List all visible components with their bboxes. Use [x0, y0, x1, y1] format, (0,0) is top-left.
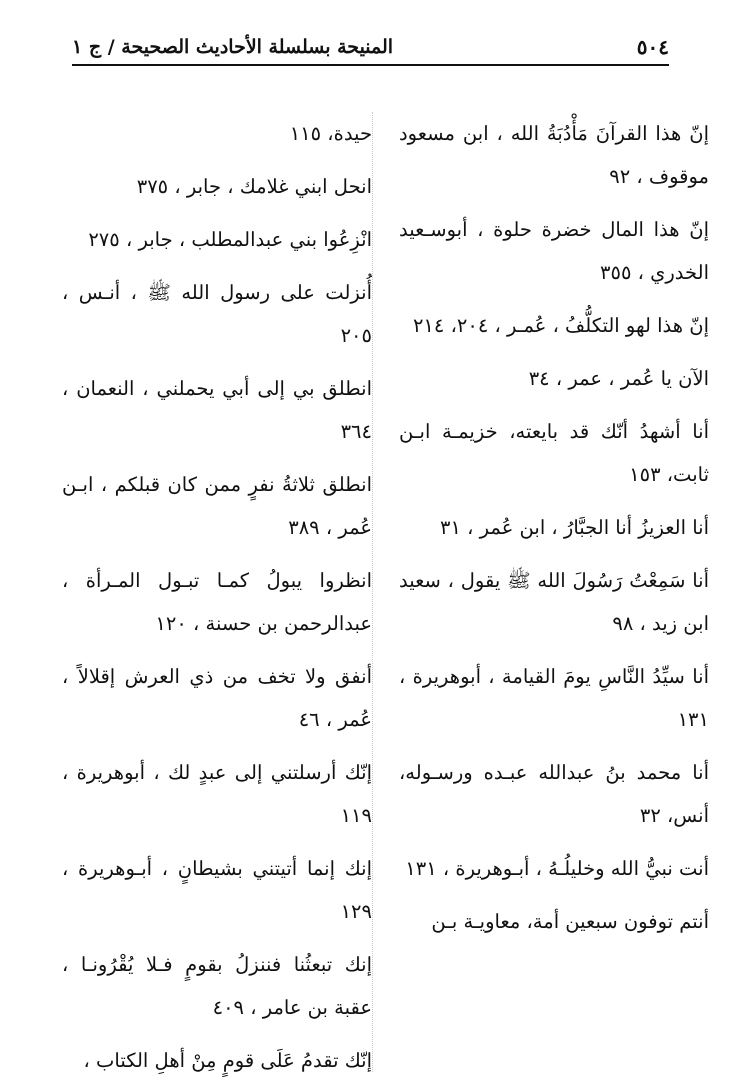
left-column: [62, 112, 372, 1092]
index-entry: أُنزلت على رسول الله ﷺ ، أنـس ، ٢٠٥: [62, 281, 372, 347]
index-entry: أنا أشهدُ أنّك قد بايعته، خزيمـة ابـن ثابت، ١٥٣: [399, 420, 709, 486]
index-entry: أنت نبيُّ الله وخليلُـهُ ، أبـوهريرة ، ١٣١: [405, 857, 709, 880]
index-entry: حيدة، ١١٥: [289, 122, 372, 145]
index-entry: إنّ هذا لهو التكلُّفُ ، عُمـر ، ٢٠٤، ٢١٤: [412, 314, 709, 337]
index-entry: انحل ابني غلامك ، جابر ، ٣٧٥: [136, 175, 372, 198]
index-entry: إنّ هذا المال خضرة حلوة ، أبوسـعيد الخدري ، ٣٥٥: [399, 218, 709, 284]
column-divider: [372, 112, 373, 1072]
index-entry: إنّ هذا القرآنَ مَأْدُبَةُ الله ، ابن مسعود موقوف ، ٩٢: [399, 122, 709, 188]
index-entry: انظروا يبولُ كمـا تبـول المـرأة ، عبدالرحمن بن حسنة ، ١٢٠: [62, 569, 372, 635]
index-entry: أنا سَمِعْتُ رَسُولَ الله ﷺ يقول ، سعيد ابن زيد ، ٩٨: [399, 569, 709, 635]
index-entry: انطلق بي إلى أبي يحملني ، النعمان ، ٣٦٤: [62, 377, 372, 443]
page-header: [72, 30, 669, 66]
index-entry: انْزِعُوا بني عبدالمطلب ، جابر ، ٢٧٥: [88, 228, 372, 251]
running-title: المنيحة بسلسلة الأحاديث الصحيحة / ج ١: [72, 36, 394, 58]
index-entry: إنك إنما أتيتني بشيطانٍ ، أبـوهريرة ، ١٢٩: [62, 857, 372, 923]
index-entry: إنك تبعثُنا فننزلُ بقومٍ فـلا يُقْرُونـا ، عقبة بن عامر ، ٤٠٩: [62, 953, 372, 1019]
index-entry: أنا محمد بنُ عبدالله عبـده ورسـوله، أنس، ٣٢: [399, 761, 709, 827]
index-entry: الآن يا عُمر ، عمر ، ٣٤: [528, 367, 709, 390]
index-entry: إنّك أرسلتني إلى عبدٍ لك ، أبوهريرة ، ١١٩: [62, 761, 372, 827]
index-entry: أنا سيِّدُ النَّاسِ يومَ القيامة ، أبوهريرة ، ١٣١: [399, 665, 709, 731]
right-column: [399, 112, 709, 953]
index-entry: إنّك تقدمُ عَلَى قومٍ مِنْ أهلِ الكتاب ،: [83, 1049, 372, 1072]
page-number: ٥٠٤: [636, 35, 669, 59]
index-entry: انطلق ثلاثةُ نفرٍ ممن كان قبلكم ، ابـن عُمر ، ٣٨٩: [62, 473, 372, 539]
index-entry: أنا العزيزُ أنا الجبَّارُ ، ابن عُمر ، ٣١: [440, 516, 709, 539]
index-entry: أنتم توفون سبعين أمة، معاويـة بـن: [431, 910, 709, 933]
index-entry: أنفق ولا تخف من ذي العرش إقلالاً ، عُمر ، ٤٦: [62, 665, 372, 731]
